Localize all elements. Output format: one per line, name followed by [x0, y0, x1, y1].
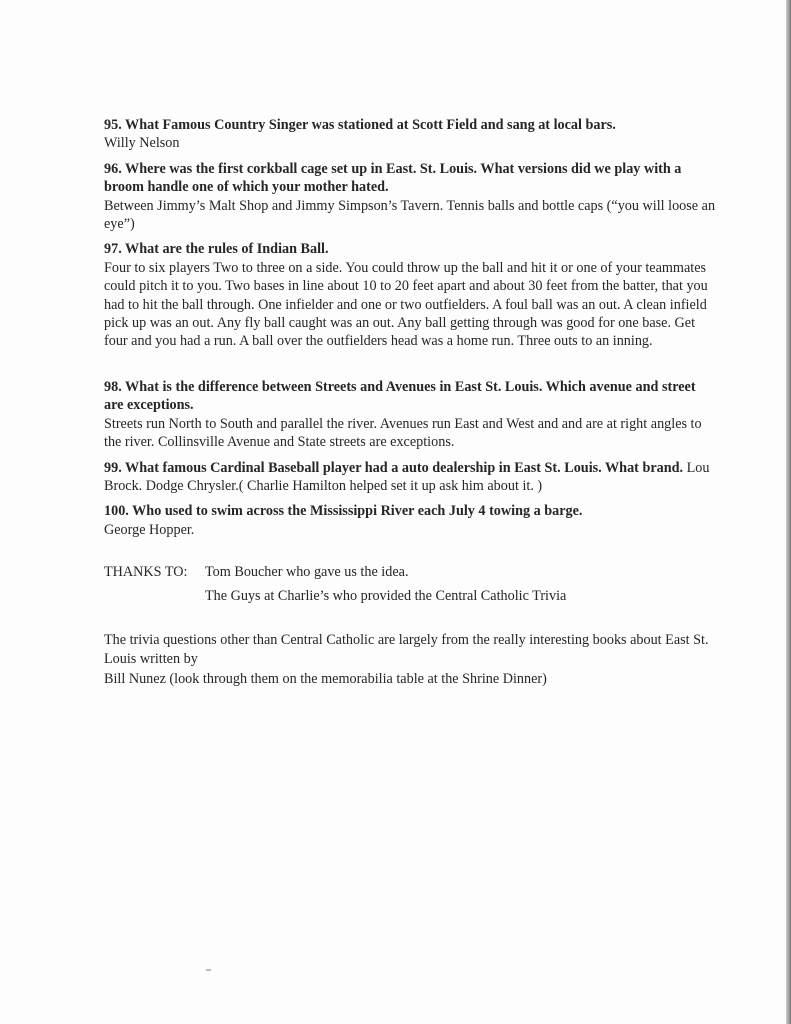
thanks-label: THANKS TO: — [104, 564, 188, 581]
credits-author: Bill Nunez (look through them on the memorabilia table at the Shrine Dinner) — [104, 670, 547, 687]
question-99: 99. What famous Cardinal Baseball player had a auto dealership in East St. Louis. What brand. — [104, 459, 684, 476]
question-96: 96. Where was the first corkball cage set up in East. St. Louis. What versions did we play with a broom handle one of which your mother hated. — [104, 160, 682, 196]
answer-96: Between Jimmy’s Malt Shop and Jimmy Simpson’s Tavern. Tennis balls and bottle caps (“you will loose an eye”) — [104, 197, 716, 233]
trivia-content — [104, 116, 716, 688]
scan-edge-shadow — [786, 0, 791, 1024]
trivia-item-100 — [104, 502, 716, 539]
scan-speck — [206, 969, 211, 971]
answer-100: George Hopper. — [104, 521, 195, 538]
answer-98: Streets run North to South and parallel the river. Avenues run East and West and and are at right angles to the river. Collinsville Avenue and State streets are exceptions. — [104, 415, 702, 451]
trivia-item-98 — [104, 378, 716, 452]
question-97: 97. What are the rules of Indian Ball. — [104, 241, 329, 258]
question-98: 98. What is the difference between Streets and Avenues in East St. Louis. Which avenue and street are exceptions. — [104, 378, 696, 414]
answer-99: Lou Brock. Dodge Chrysler.( Charlie Hamilton helped set it up ask him about it. ) — [104, 459, 710, 494]
question-100: 100. Who used to swim across the Mississippi River each July 4 towing a barge. — [104, 503, 583, 520]
thanks-entry-2: The Guys at Charlie’s who provided the Central Catholic Trivia — [205, 588, 567, 605]
trivia-item-97 — [104, 240, 716, 350]
answer-95: Willy Nelson — [104, 135, 180, 152]
question-95: 95. What Famous Country Singer was stationed at Scott Field and sang at local bars. — [104, 117, 616, 133]
trivia-item-99 — [104, 459, 716, 496]
trivia-item-95 — [104, 116, 716, 153]
thanks-section — [104, 563, 716, 611]
thanks-row-1 — [104, 563, 716, 587]
thanks-row-2 — [104, 587, 716, 611]
trivia-item-96 — [104, 160, 716, 234]
thanks-entry-1: Tom Boucher who gave us the idea. — [205, 564, 409, 581]
section-spacer — [104, 358, 716, 378]
credits-intro: The trivia questions other than Central Catholic are largely from the really interesting books about East St. Louis written by — [104, 632, 709, 667]
credits-section — [104, 631, 716, 688]
answer-97: Four to six players Two to three on a side. You could throw up the ball and hit it or one of your teammates could pitch it to you. Two bases in line about 10 to 20 feet apart and about 30 feet from the batter, that you had to hit the ball through. One infielder and one or two outfielders. A foul ball was an out. A clean infield pick up was an out. Any fly ball caught was an out. Any ball getting through was good for one base. Get four and you had a run. A ball over the outfielders head was a home run. Three outs to an inning. — [104, 259, 708, 350]
